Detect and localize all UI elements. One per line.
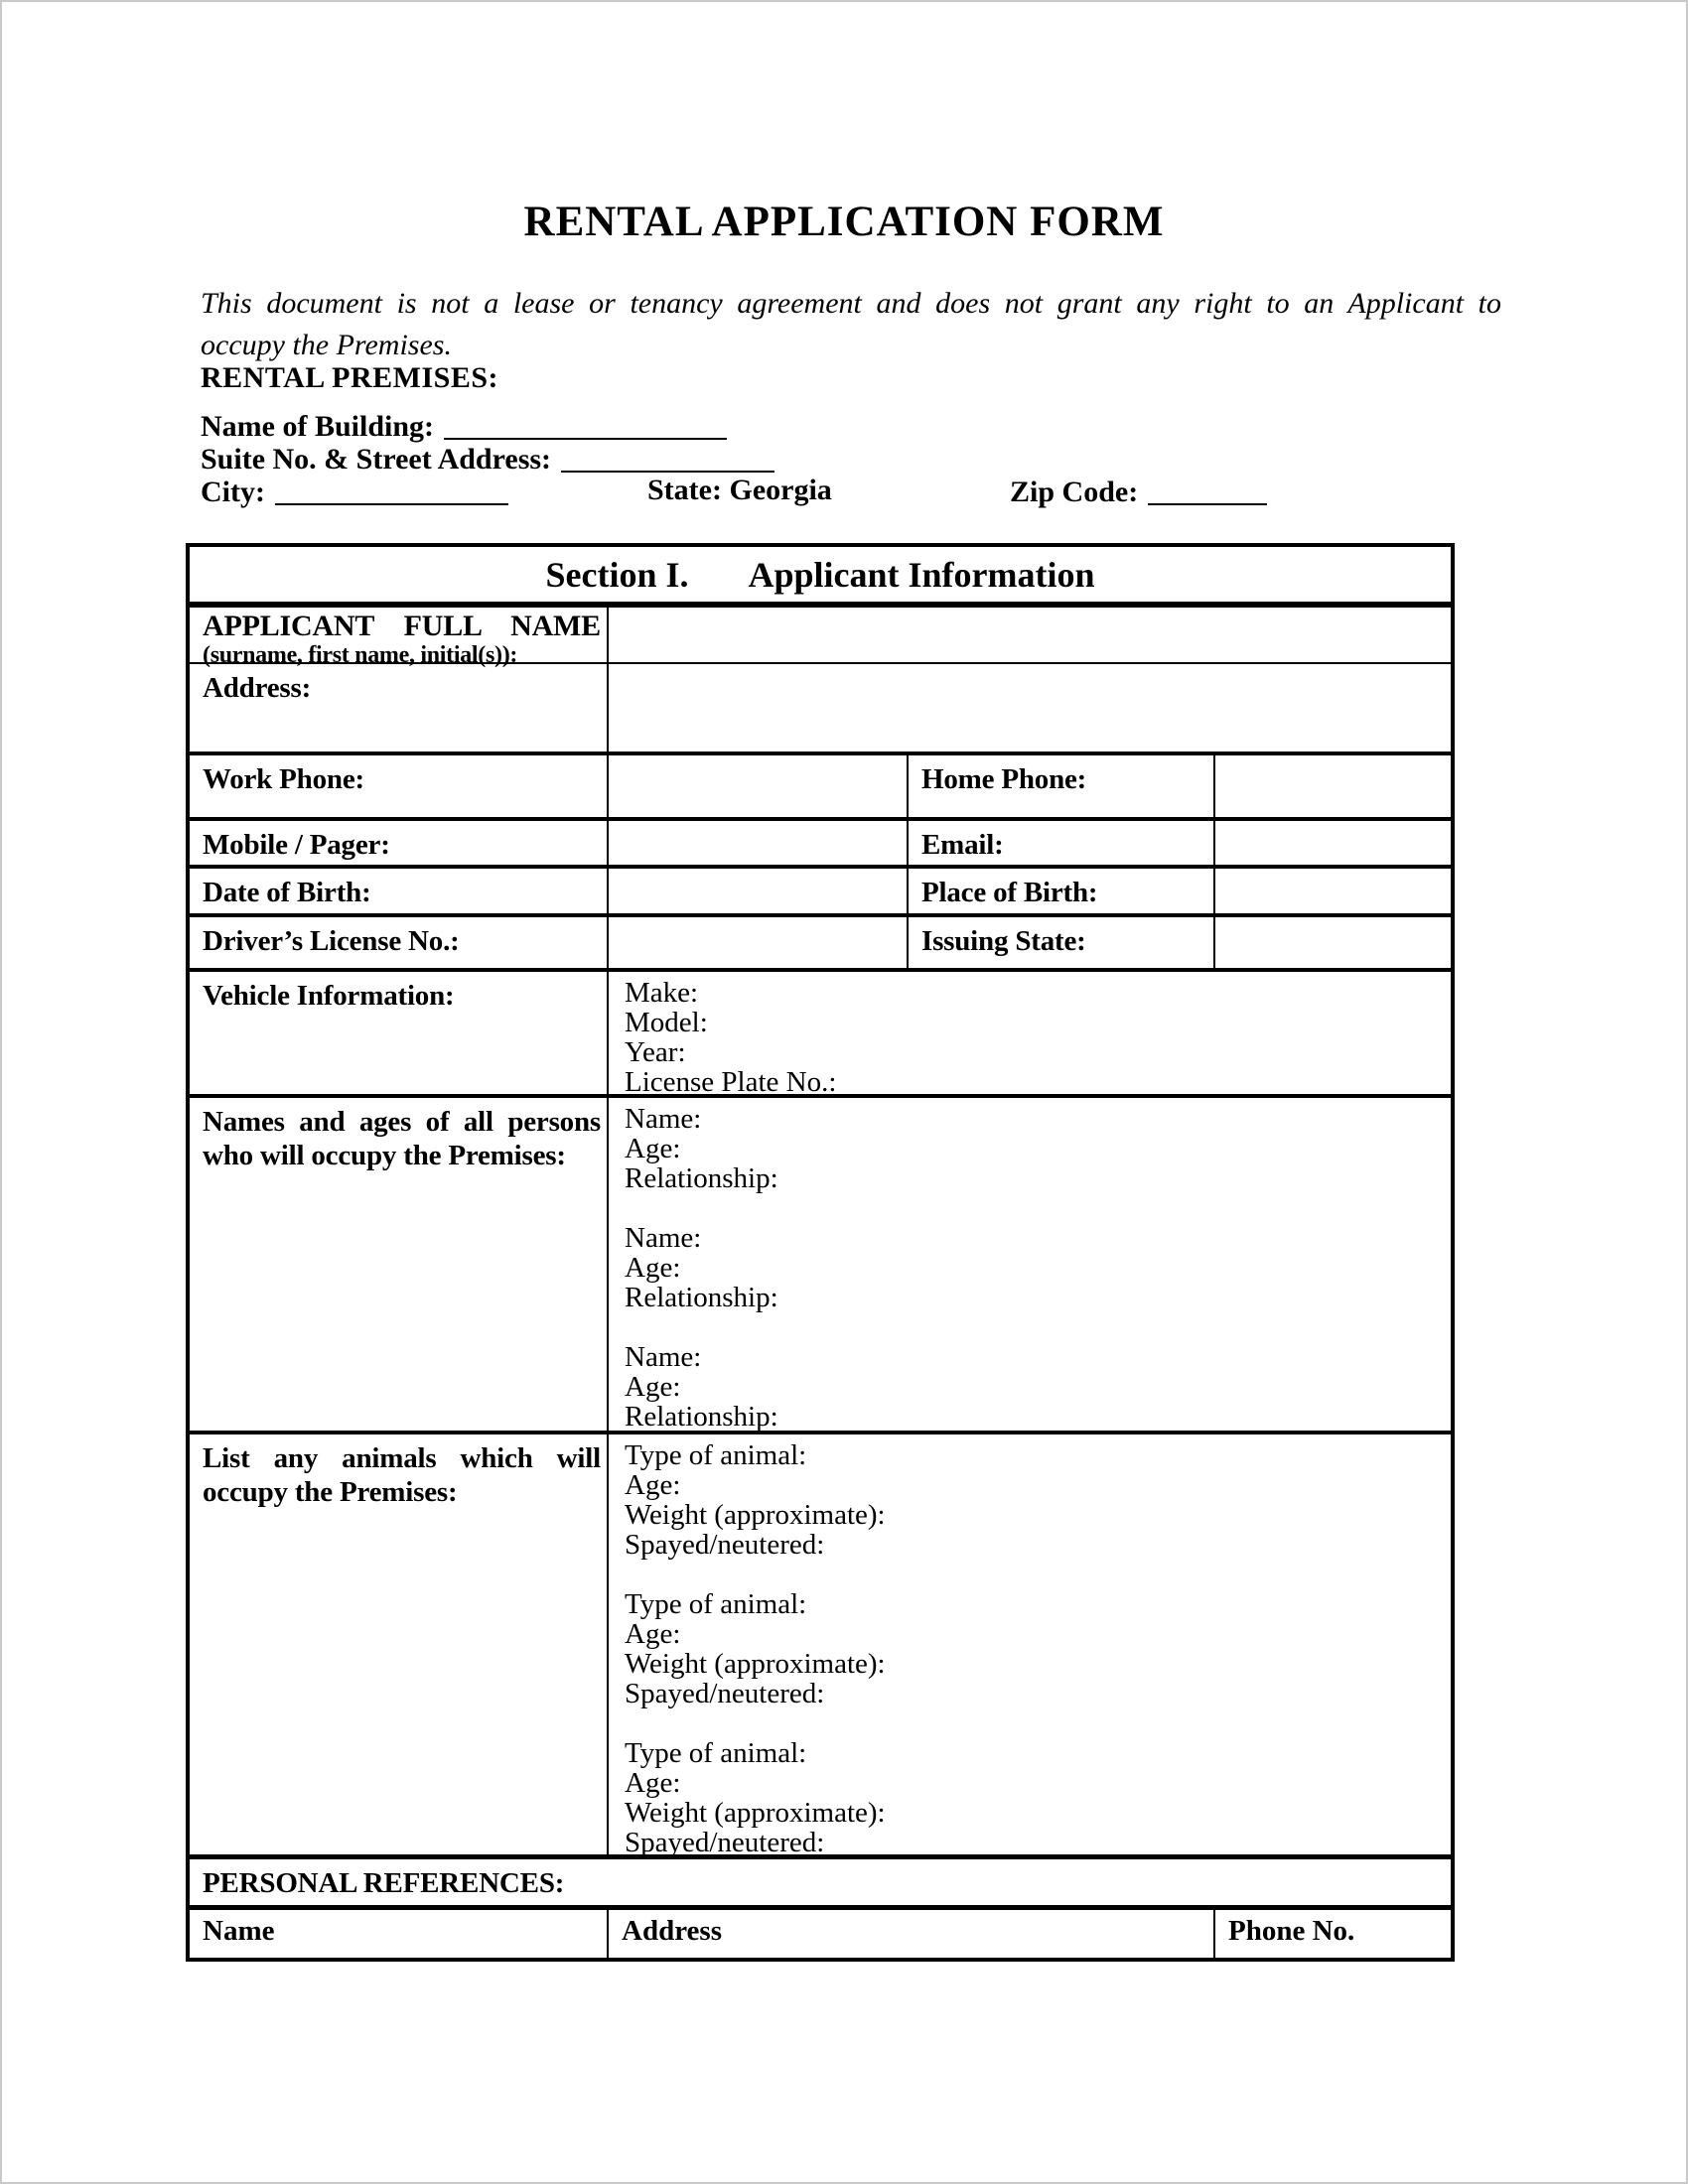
occupant-line: Name: <box>625 1341 702 1373</box>
mobile-pager-label-cell <box>190 821 609 865</box>
table-row <box>190 917 1451 972</box>
vehicle-info-label: Vehicle Information: <box>203 980 455 1012</box>
table-row <box>190 869 1451 917</box>
personal-references-heading: PERSONAL REFERENCES: <box>203 1867 565 1899</box>
building-field-line <box>201 408 1501 441</box>
suite-field-line <box>201 441 1501 474</box>
animals-label-cell <box>190 1434 609 1854</box>
table-row <box>190 755 1451 821</box>
animal-line: Type of animal: <box>625 1737 807 1769</box>
address-input-cell[interactable] <box>609 664 1449 751</box>
work-phone-label: Work Phone: <box>203 763 364 795</box>
occupant-line: Age: <box>625 1252 681 1284</box>
page-title: RENTAL APPLICATION FORM <box>523 199 1165 245</box>
drivers-license-input-cell[interactable] <box>609 917 909 968</box>
references-header-row <box>190 1910 1451 1958</box>
animal-line: Spayed/neutered: <box>625 1678 825 1709</box>
occupant-line <box>625 1193 1441 1223</box>
drivers-license-label-cell <box>190 917 609 968</box>
vehicle-info-row <box>190 972 1451 1098</box>
date-of-birth-label-cell <box>190 869 609 913</box>
email-label: Email: <box>921 829 1004 861</box>
disclaimer-line-2: occupy the Premises. <box>201 329 452 361</box>
animal-line: Spayed/neutered: <box>625 1827 825 1858</box>
animal-line <box>625 1708 1441 1738</box>
occupant-line: Relationship: <box>625 1282 778 1313</box>
reference-address-column-cell[interactable] <box>609 1910 1215 1958</box>
drivers-license-label: Driver’s License No.: <box>203 925 460 957</box>
occupant-line: Relationship: <box>625 1401 778 1433</box>
animal-line: Weight (approximate): <box>625 1648 886 1680</box>
occupant-line: Relationship: <box>625 1162 778 1194</box>
applicant-name-input-cell[interactable] <box>609 608 1449 662</box>
animal-line <box>625 1560 1441 1589</box>
place-of-birth-label-cell <box>909 869 1215 913</box>
reference-name-column-cell[interactable] <box>190 1910 609 1958</box>
work-phone-label-cell <box>190 755 609 817</box>
disclaimer-line-1: This document is not a lease or tenancy agreement and does not grant any right to an Applicant to <box>201 287 1501 320</box>
city-label: City: <box>201 476 265 508</box>
state-label: State: <box>647 474 722 506</box>
issuing-state-label-cell <box>909 917 1215 968</box>
table-row <box>190 821 1451 869</box>
building-blank-line[interactable] <box>444 412 727 440</box>
address-row <box>190 664 1451 755</box>
occupant-line: Name: <box>625 1103 702 1135</box>
address-label-cell <box>190 664 609 751</box>
city-state-zip-line <box>201 474 1501 506</box>
animal-line: Type of animal: <box>625 1439 807 1471</box>
email-input-cell[interactable] <box>1215 821 1451 865</box>
issuing-state-input-cell[interactable] <box>1215 917 1451 968</box>
vehicle-info-label-cell <box>190 972 609 1094</box>
zip-code-label: Zip Code: <box>1010 476 1139 508</box>
applicant-name-row <box>190 608 1451 668</box>
place-of-birth-input-cell[interactable] <box>1215 869 1451 913</box>
applicant-name-label: APPLICANT FULL NAME <box>203 610 601 642</box>
animal-line: Weight (approximate): <box>625 1499 886 1531</box>
animal-line: Spayed/neutered: <box>625 1529 825 1561</box>
vehicle-model-label: Model: <box>625 1007 708 1038</box>
mobile-pager-label: Mobile / Pager: <box>203 829 390 861</box>
date-of-birth-input-cell[interactable] <box>609 869 909 913</box>
personal-references-row <box>190 1859 1451 1910</box>
occupant-line: Age: <box>625 1371 681 1403</box>
reference-address-column-header: Address <box>622 1915 722 1947</box>
home-phone-label: Home Phone: <box>921 763 1087 795</box>
disclaimer <box>201 283 1501 366</box>
reference-phone-column-cell[interactable] <box>1215 1910 1451 1958</box>
suite-street-label: Suite No. & Street Address: <box>201 443 552 476</box>
issuing-state-label: Issuing State: <box>921 925 1086 957</box>
section1-number: Section I. <box>545 554 689 595</box>
animal-line: Age: <box>625 1469 681 1501</box>
animals-row <box>190 1434 1451 1859</box>
state-value: Georgia <box>729 474 832 506</box>
animal-line: Age: <box>625 1618 681 1650</box>
place-of-birth-label: Place of Birth: <box>921 877 1098 908</box>
rental-premises-heading: RENTAL PREMISES: <box>201 361 499 394</box>
suite-street-blank-line[interactable] <box>561 445 774 473</box>
home-phone-input-cell[interactable] <box>1215 755 1451 817</box>
mobile-pager-input-cell[interactable] <box>609 821 909 865</box>
zip-code-blank-line[interactable] <box>1148 478 1267 505</box>
vehicle-plate-label: License Plate No.: <box>625 1066 837 1098</box>
section1-table <box>186 543 1455 1962</box>
vehicle-make-label: Make: <box>625 977 699 1009</box>
animals-label: List any animals which will occupy the Premises: <box>203 1442 601 1508</box>
state-field <box>647 474 832 506</box>
reference-phone-column-header: Phone No. <box>1228 1915 1355 1947</box>
vehicle-info-input-cell[interactable] <box>609 972 1449 1098</box>
work-phone-input-cell[interactable] <box>609 755 909 817</box>
animal-line: Type of animal: <box>625 1588 807 1620</box>
animals-input-cell[interactable] <box>609 1434 1449 1858</box>
section1-title: Applicant Information <box>748 554 1095 595</box>
vehicle-year-label: Year: <box>625 1036 686 1068</box>
occupants-label-cell <box>190 1098 609 1431</box>
occupant-line: Age: <box>625 1133 681 1164</box>
email-label-cell <box>909 821 1215 865</box>
occupants-label: Names and ages of all persons who will occupy the Premises: <box>203 1106 601 1171</box>
animal-line: Age: <box>625 1767 681 1799</box>
occupant-line: Name: <box>625 1222 702 1254</box>
applicant-name-sublabel: (surname, first name, initial(s)): <box>203 642 518 668</box>
occupant-line <box>625 1312 1441 1342</box>
rental-premises-fields <box>201 408 1501 506</box>
personal-references-heading-cell <box>190 1859 1451 1905</box>
applicant-name-label-cell <box>190 608 609 668</box>
city-blank-line[interactable] <box>275 478 508 505</box>
address-label: Address: <box>203 672 312 704</box>
section1-header-row <box>190 547 1451 608</box>
occupants-row <box>190 1098 1451 1434</box>
building-label: Name of Building: <box>201 410 435 443</box>
zip-field <box>1010 474 1267 508</box>
date-of-birth-label: Date of Birth: <box>203 877 371 908</box>
reference-name-column-header: Name <box>203 1915 275 1947</box>
home-phone-label-cell <box>909 755 1215 817</box>
occupants-input-cell[interactable] <box>609 1098 1449 1431</box>
animal-line: Weight (approximate): <box>625 1797 886 1829</box>
